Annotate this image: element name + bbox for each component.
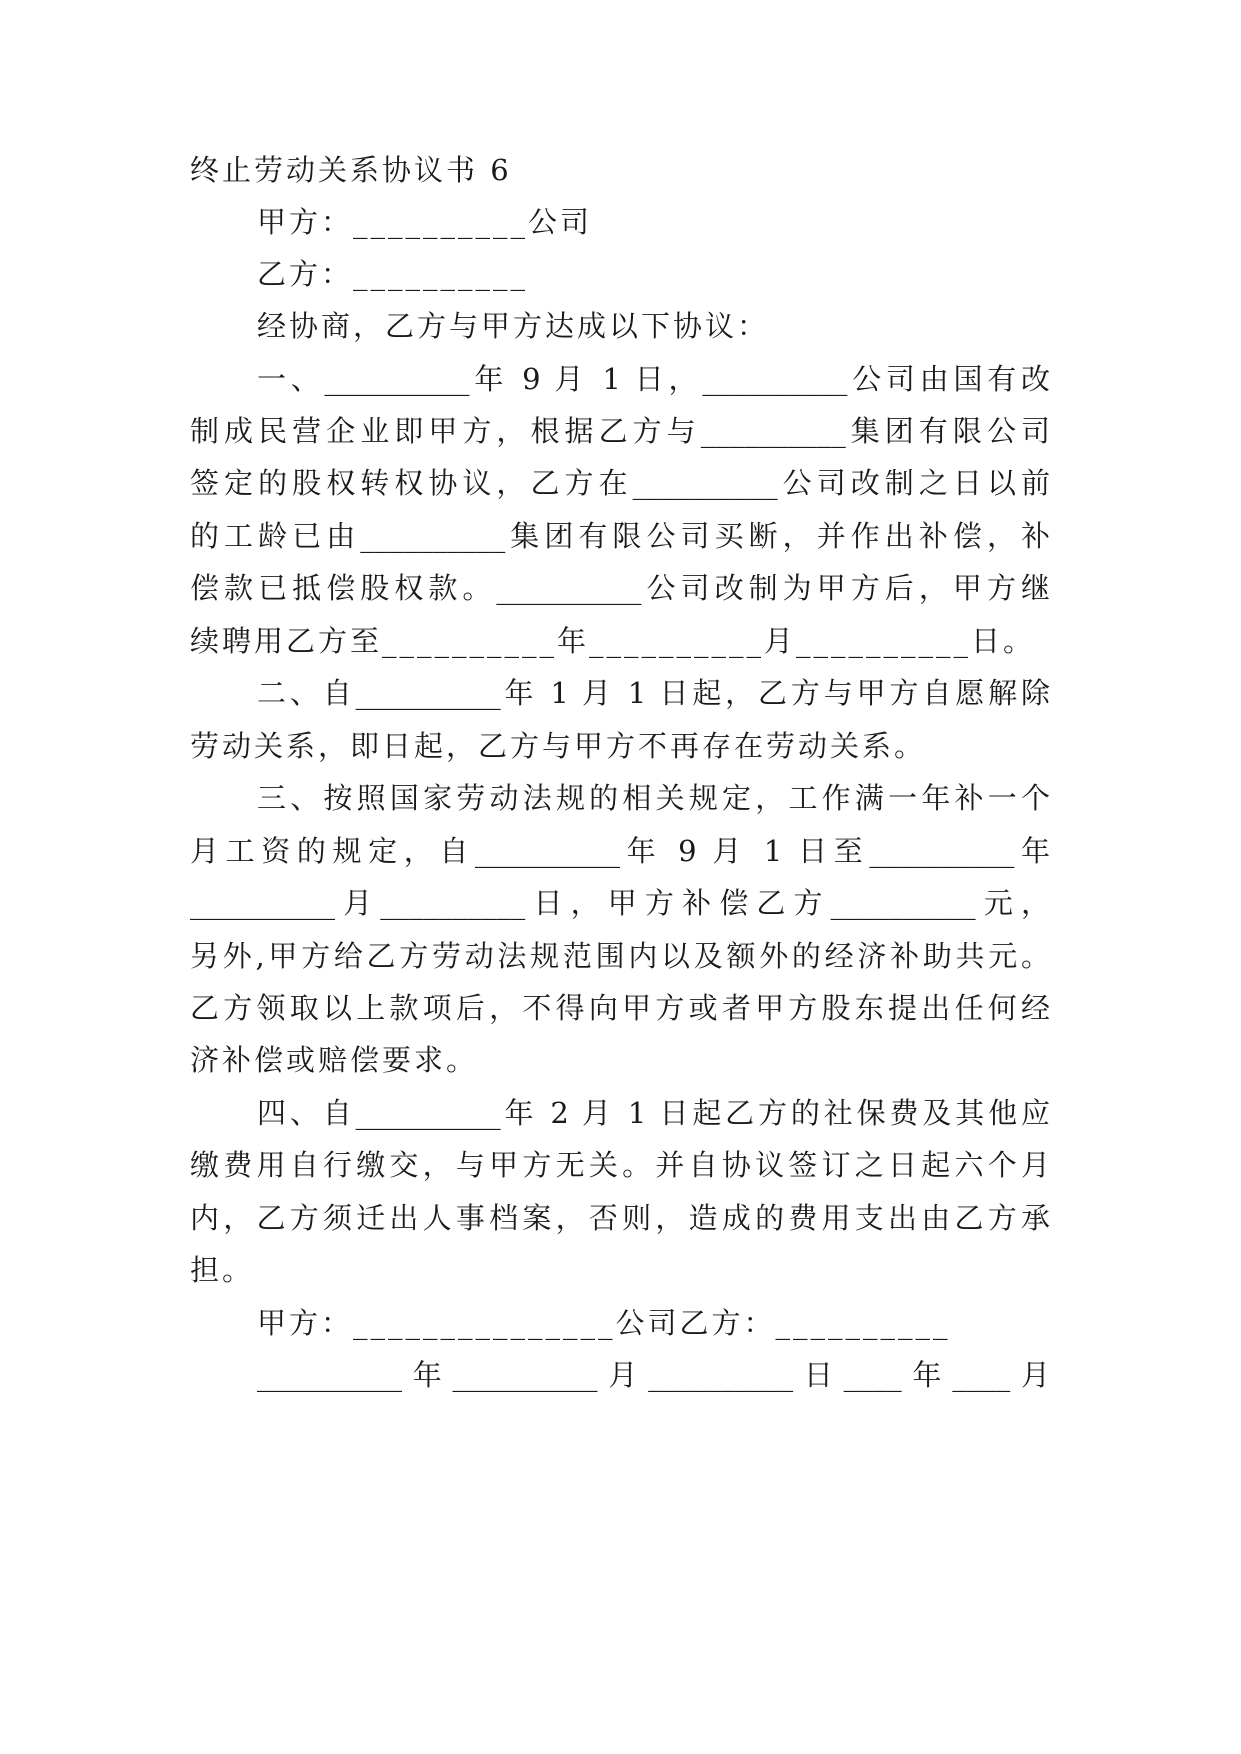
clause2-line: 劳动关系，即日起，乙方与甲方不再存在劳动关系。 [190, 729, 927, 763]
clause1-line: 偿款已抵偿股权款。__________公司改制为甲方后，甲方继 [190, 571, 1050, 605]
clause3-line: 乙方领取以上款项后，不得向甲方或者甲方股东提出任何经 [190, 991, 1050, 1025]
clause3-line: 济补偿或赔偿要求。 [190, 1043, 479, 1077]
clause4-line: 担。 [190, 1253, 255, 1287]
clause1-line: 续聘用乙方至__________年__________月__________日。 [190, 624, 1036, 658]
clause1-line: 制成民营企业即甲方，根据乙方与__________集团有限公司 [190, 414, 1050, 448]
date-line: __________年__________月__________日____年____月 [257, 1358, 1050, 1392]
clause1-line: 一、__________年 9 月 1 日，__________公司由国有改 [257, 362, 1050, 396]
clause3-line: 三、按照国家劳动法规的相关规定，工作满一年补一个 [257, 781, 1050, 815]
clause4-line: 四、自__________年 2 月 1 日起乙方的社保费及其他应 [257, 1096, 1050, 1130]
clause4-line: 内，乙方须迁出人事档案，否则，造成的费用支出由乙方承 [190, 1201, 1050, 1235]
party-a-line: 甲方：__________公司 [257, 205, 593, 239]
clause1-line: 的工龄已由__________集团有限公司买断，并作出补偿，补 [190, 519, 1050, 553]
intro-line: 经协商，乙方与甲方达成以下协议： [257, 309, 770, 343]
document-title: 终止劳动关系协议书 6 [190, 153, 512, 187]
signature-line: 甲方：_______________公司乙方：__________ [257, 1306, 951, 1340]
party-b-line: 乙方：__________ [257, 257, 529, 291]
clause3-line: __________月__________日，甲方补偿乙方__________元， [190, 886, 1050, 920]
clause1-line: 签定的股权转权协议，乙方在__________公司改制之日以前 [190, 466, 1050, 500]
clause4-line: 缴费用自行缴交，与甲方无关。并自协议签订之日起六个月 [190, 1148, 1050, 1182]
clause3-line: 月工资的规定，自__________年 9 月 1 日至__________年 [190, 834, 1050, 868]
clause3-line: 另外,甲方给乙方劳动法规范围内以及额外的经济补助共元。 [190, 939, 1050, 973]
clause2-line: 二、自__________年 1 月 1 日起，乙方与甲方自愿解除 [257, 676, 1050, 710]
